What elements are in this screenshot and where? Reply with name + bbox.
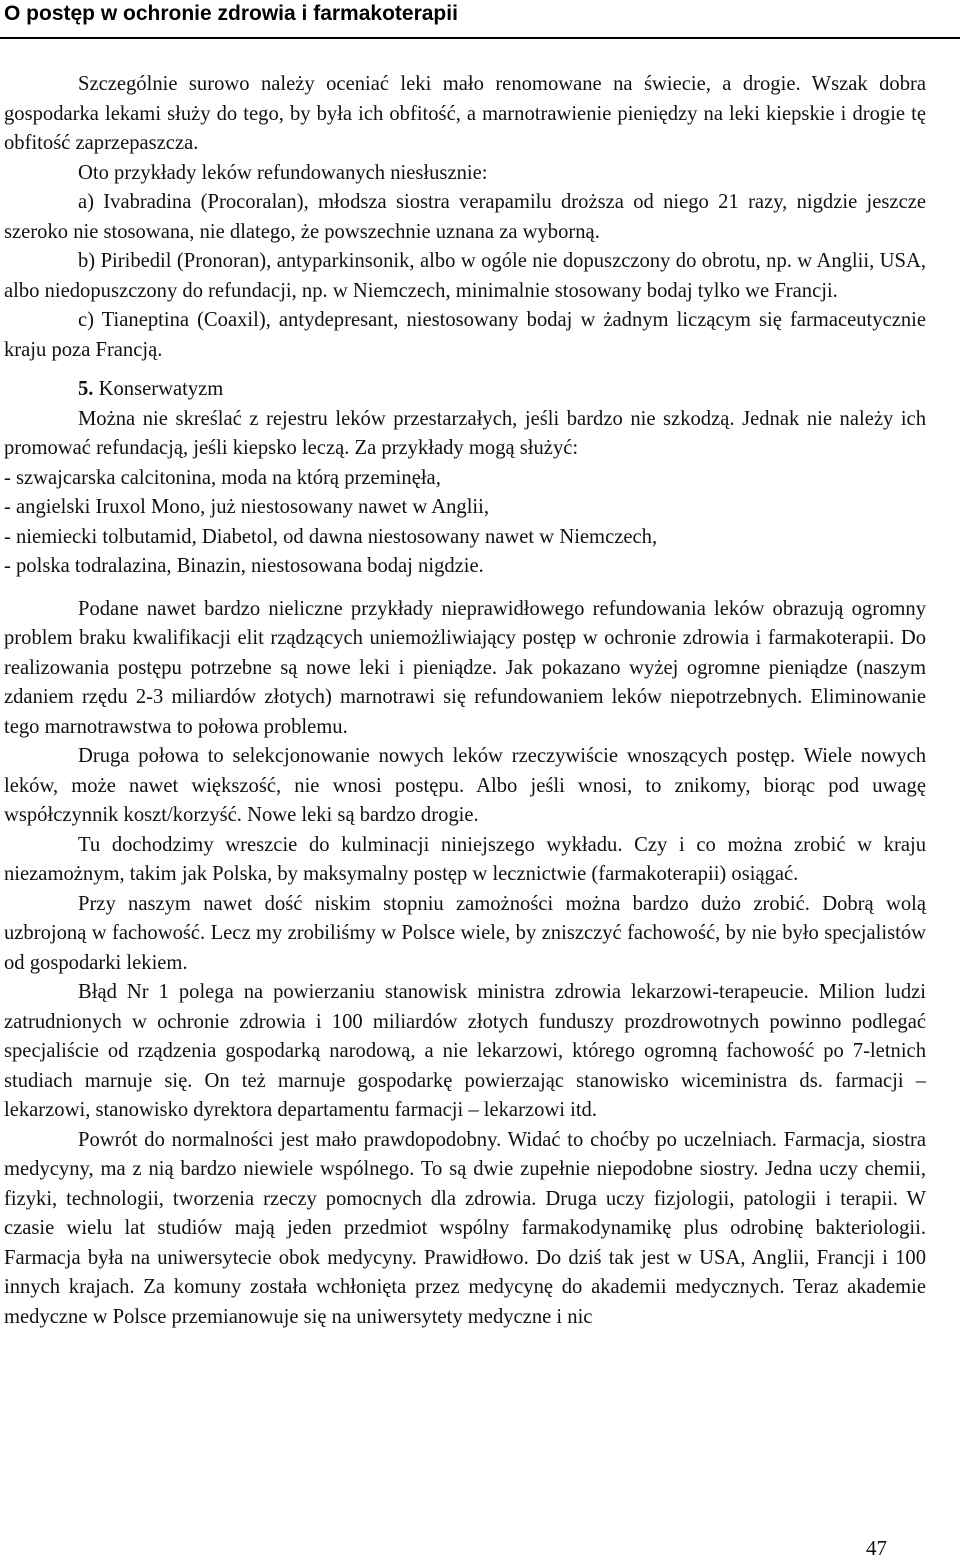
page-number: 47 — [866, 1536, 887, 1560]
list-item: - szwajcarska calcitonina, moda na którą przeminęła, — [4, 466, 441, 489]
section-number: 5. — [78, 378, 94, 400]
paragraph: Druga połowa to selekcjonowanie nowych leków rzeczywiście wnoszących postęp. Wiele nowych leków, może nawet większość, nie wnosi postępu. Albo jeśli wnosi, to znikomy, biorąc pod uwagę współczynnik koszt/korzyść. Nowe leki są bardzo drogie. — [4, 745, 926, 826]
document-body — [4, 70, 926, 1332]
paragraph: Powrót do normalności jest mało prawdopodobny. Widać to choćby po uczelniach. Farmacja, siostra medycyny, ma z nią bardzo niewiele wspólnego. To są dwie zupełnie niepodobne siostry. Jedna uczy chemii, fizyki, technologii, tworzenia rzeczy pomocnych dla zdrowia. Druga uczy fizjologii, patologii i terapii. W czasie wielu lat studiów mają jeden przedmiot wspólny farmakodynamikę plus odrobinę bakteriologii. Farmacja była na uniwersytecie obok medycyny. Prawidłowo. Do dziś tak jest w USA, Anglii, Francji i 100 innych krajach. Za komuny została wchłonięta przez medycynę do akademii medycznych. Teraz akademie medyczne w Polsce przemianowuje się na uniwersytety medyczne i nic — [4, 1128, 926, 1328]
paragraph: a) Ivabradina (Procoralan), młodsza siostra verapamilu droższa od niego 21 razy, nigdzie jeszcze szeroko nie stosowana, nie dlatego, że powszechnie uznana za wyborną. — [4, 191, 926, 243]
header-title: O postęp w ochronie zdrowia i farmakoterapii — [4, 2, 458, 25]
paragraph: Oto przykłady leków refundowanych niesłusznie: — [78, 161, 488, 184]
paragraph: Przy naszym nawet dość niskim stopniu zamożności można bardzo dużo zrobić. Dobrą wolą uzbrojoną w fachowość. Lecz my zrobiliśmy w Polsce wiele, by zniszczyć fachowość, by nie było specjalistów od gospodarki lekiem. — [4, 892, 926, 974]
paragraph: c) Tianeptina (Coaxil), antydepresant, niestosowany bodaj w żadnym liczącym się farmaceutycznie kraju poza Francją. — [4, 309, 926, 361]
list-item: - niemiecki tolbutamid, Diabetol, od dawna niestosowany nawet w Niemczech, — [4, 525, 658, 548]
section-title: Konserwatyzm — [93, 378, 224, 400]
list-item: - angielski Iruxol Mono, już niestosowany nawet w Anglii, — [4, 496, 490, 518]
paragraph: Błąd Nr 1 polega na powierzaniu stanowisk ministra zdrowia lekarzowi-terapeucie. Milion ludzi zatrudnionych w ochronie zdrowia i 100 miliardów złotych funduszy prozdrowotnych powinno podlegać specjaliście od rządzenia gospodarką narodową, a nie lekarzowi, którego ogromną fachowość po 7-letnich studiach marnuje się. On też marnuje gospodarkę powierzając stanowisko wiceministra ds. farmacji – lekarzowi, stanowisko dyrektora departamentu farmacji – lekarzowi itd. — [4, 981, 926, 1121]
paragraph: Tu dochodzimy wreszcie do kulminacji niniejszego wykładu. Czy i co można zrobić w kraju niezamożnym, takim jak Polska, by maksymalny postęp w lecznictwie (farmakoterapii) osiągać. — [4, 833, 926, 885]
paragraph: b) Piribedil (Pronoran), antyparkinsonik, albo w ogóle nie dopuszczony do obrotu, np. w Anglii, USA, albo niedopuszczony do refundacji, np. w Niemczech, minimalnie stosowany bodaj tylko we Francji. — [4, 250, 926, 302]
paragraph: Podane nawet bardzo nieliczne przykłady nieprawidłowego refundowania leków obrazują ogromny problem braku kwalifikacji elit rządzących uniemożliwiający postęp w ochronie zdrowia i farmakoterapii. Do realizowania postępu potrzebne są nowe leki i pieniądze. Jak pokazano wyżej ogromne pieniądze (naszym zdaniem rzędu 2-3 miliardów złotych) marnotrawi się refundowaniem leków niepotrzebnych. Eliminowanie tego marnotrawstwa to połowa problemu. — [4, 597, 926, 738]
paragraph: Szczególnie surowo należy oceniać leki mało renomowane na świecie, a drogie. Wszak dobra gospodarka lekami służy do tego, by była ich obfitość, a marnotrawienie pieniędzy na leki kiepskie i drogie tę obfitość zaprzepaszcza. — [4, 73, 926, 154]
paragraph: Można nie skreślać z rejestru leków przestarzałych, jeśli bardzo nie szkodzą. Jednak nie należy ich promować refundacją, jeśli kiepsko leczą. Za przykłady mogą służyć: — [4, 407, 926, 459]
list-item: - polska todralazina, Binazin, niestosowana bodaj nigdzie. — [4, 555, 484, 577]
section-heading — [4, 375, 926, 405]
page-header — [0, 0, 960, 39]
